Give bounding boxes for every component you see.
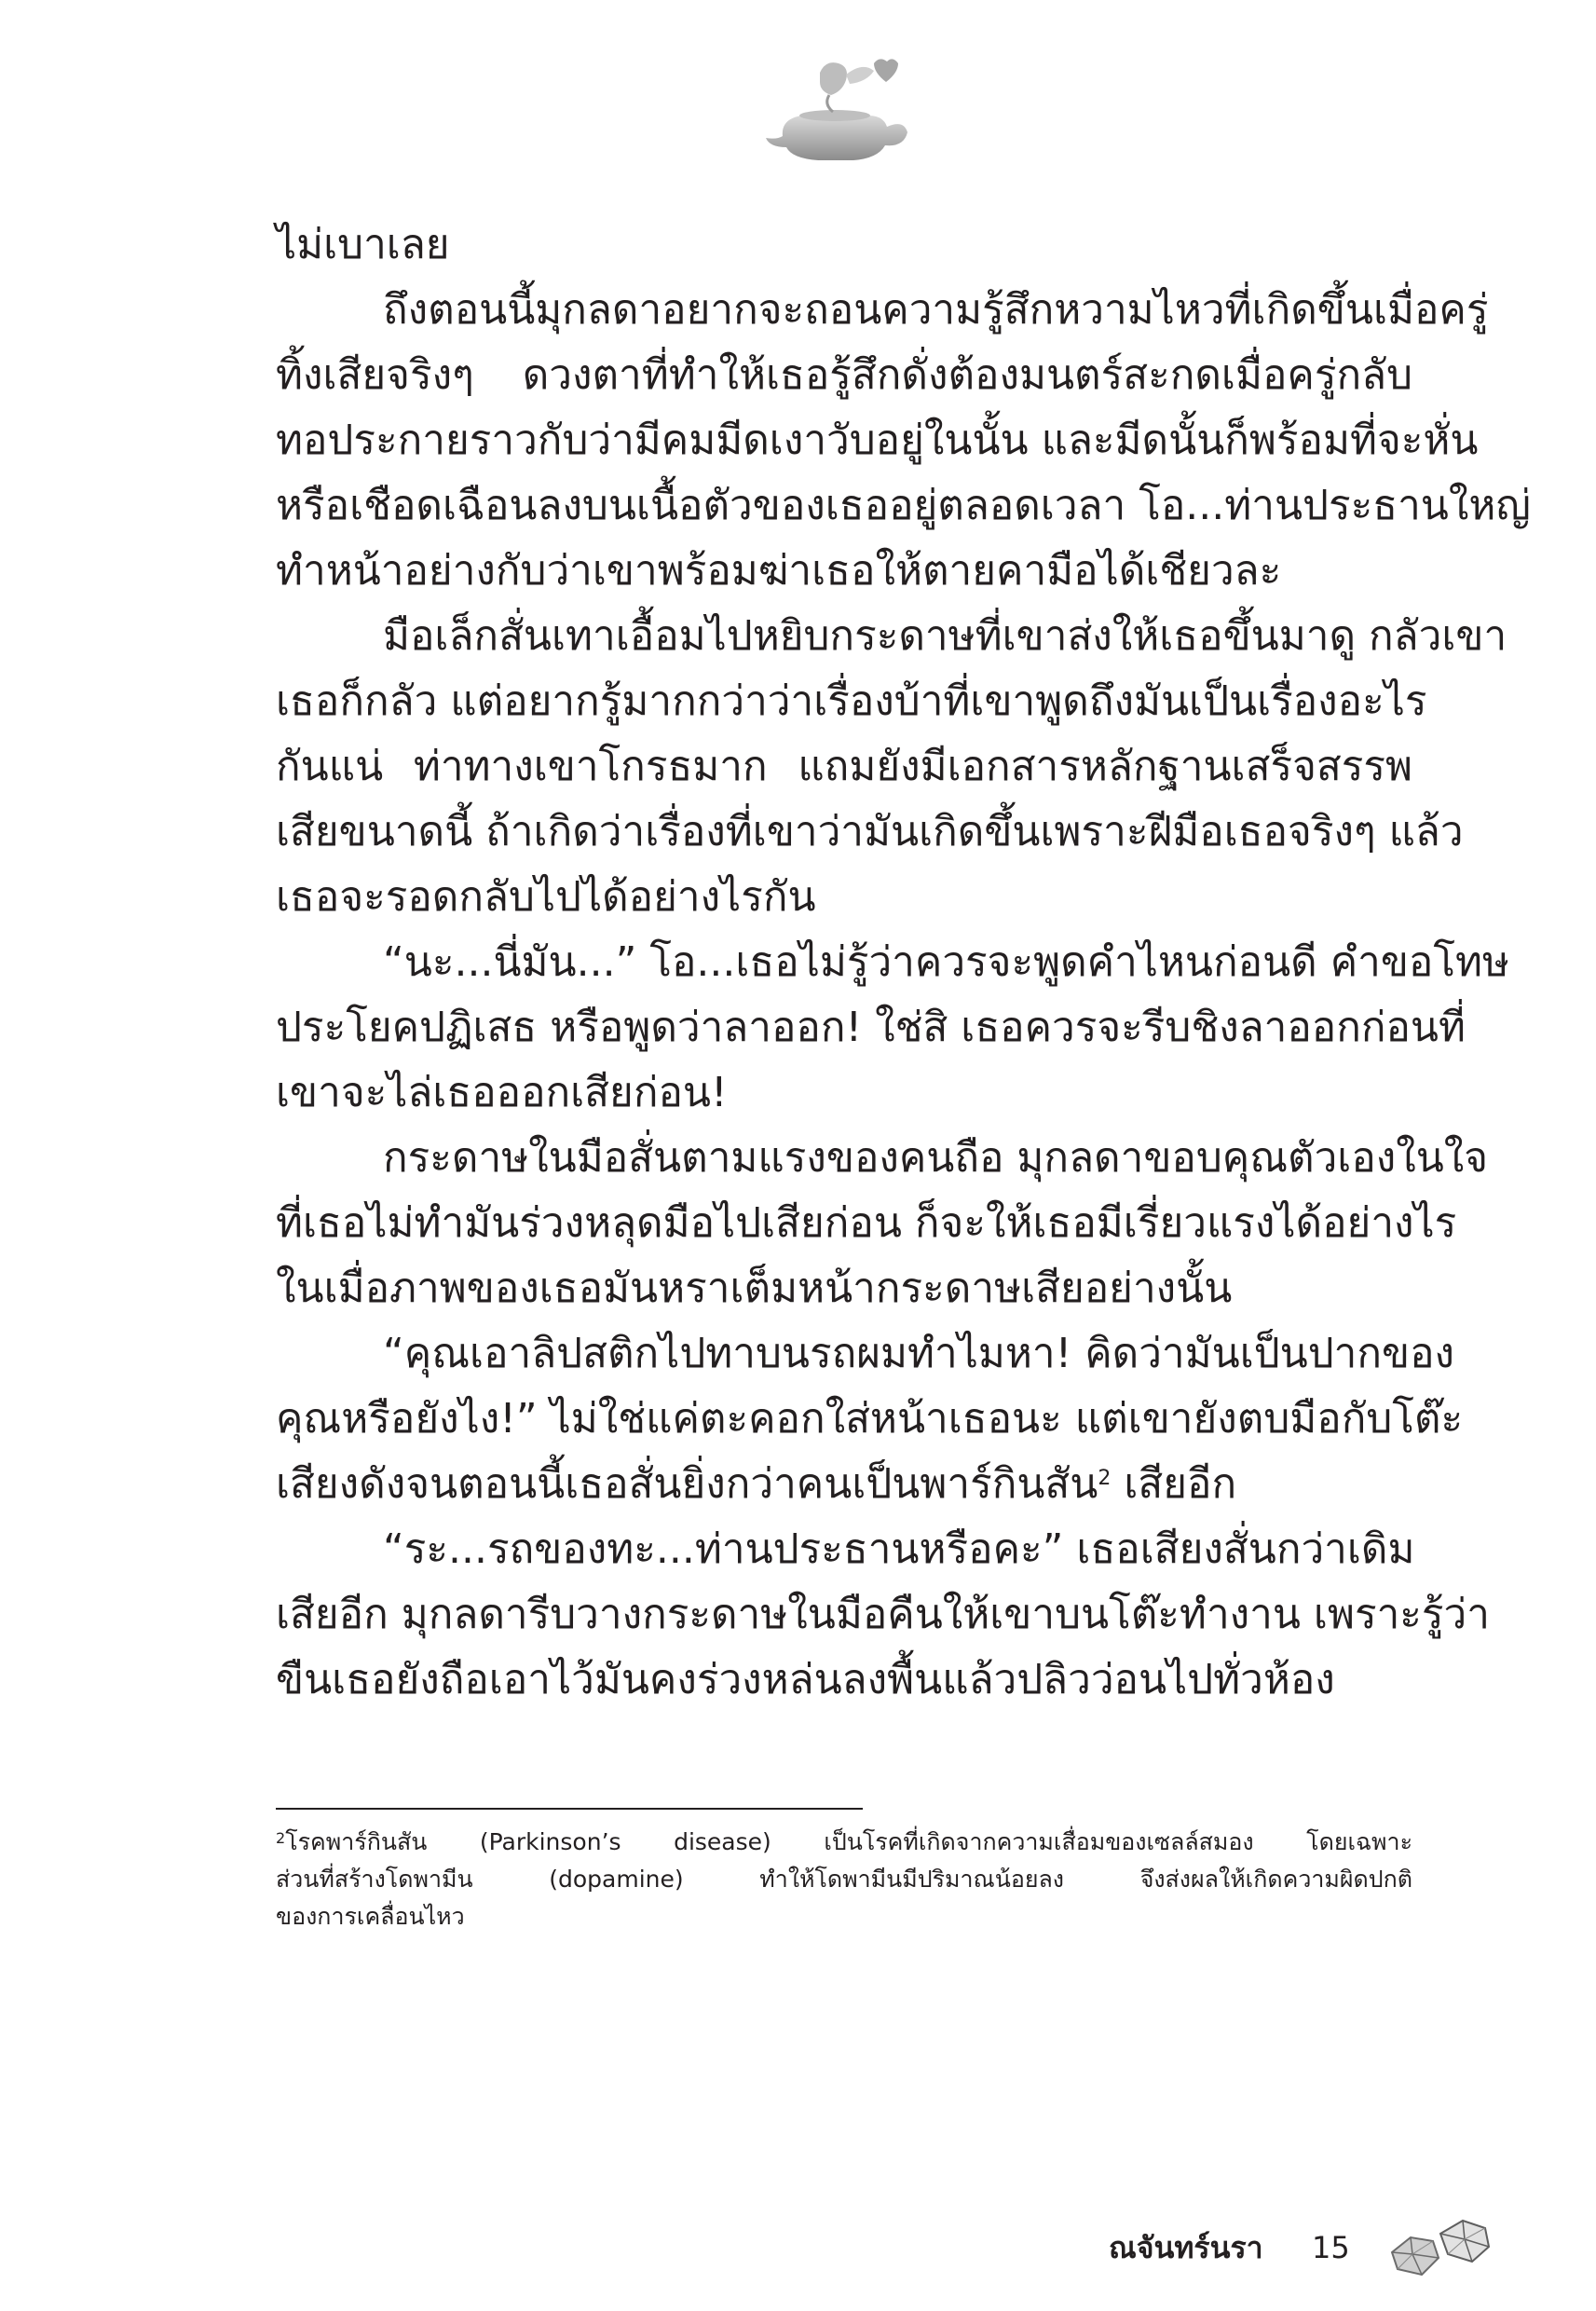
body-line: ถึงตอนนี้มุกลดาอยากจะถอนความรู้สึกหวามไหวที่เกิดขึ้นเมื่อครู่ bbox=[383, 286, 1489, 334]
page-number: 15 bbox=[1312, 2230, 1350, 2265]
body-line-text: เสียอีก bbox=[1111, 1460, 1237, 1508]
footnote-text: โรคพาร์กินสัน (Parkinson’s disease) เป็นโรคที่เกิดจากความเสื่อมของเซลล์สมอง โดยเฉพาะ bbox=[285, 1828, 1412, 1855]
footnote-line bbox=[276, 1824, 1412, 1861]
body-line: “คุณเอาลิปสติกไปทาบนรถผมทำไมหา! คิดว่ามันเป็นปากของ bbox=[383, 1330, 1455, 1377]
body-line: หรือเชือดเฉือนลงบนเนื้อตัวของเธออยู่ตลอดเวลา โอ...ท่านประธานใหญ่ bbox=[276, 482, 1531, 529]
body-line: กันแน่ ท่าทางเขาโกรธมาก แถมยังมีเอกสารหลักฐานเสร็จสรรพ bbox=[276, 743, 1412, 790]
body-line: เขาจะไล่เธอออกเสียก่อน! bbox=[276, 1069, 728, 1116]
body-line: ขืนเธอยังถือเอาไว้มันคงร่วงหล่นลงพื้นแล้วปลิวว่อนไปทั่วห้อง bbox=[276, 1656, 1335, 1703]
footnote-number: 2 bbox=[276, 1829, 286, 1847]
body-line: ในเมื่อภาพของเธอมันหราเต็มหน้ากระดาษเสียอย่างนั้น bbox=[276, 1265, 1233, 1312]
author-name: ณจันทร์นรา bbox=[1109, 2230, 1263, 2265]
body-line: เสียขนาดนี้ ถ้าเกิดว่าเรื่องที่เขาว่ามันเกิดขึ้นเพราะฝีมือเธอจริงๆ แล้ว bbox=[276, 808, 1464, 855]
body-line: เธอจะรอดกลับไปได้อย่างไรกัน bbox=[276, 873, 816, 921]
cupid-teapot-ornament-icon bbox=[764, 54, 913, 173]
body-line bbox=[276, 1452, 1412, 1517]
footnote-line: ของการเคลื่อนไหว bbox=[276, 1903, 465, 1930]
body-line: ทิ้งเสียจริงๆ ดวงตาที่ทำให้เธอรู้สึกดั่งต้องมนตร์สะกดเมื่อครู่กลับ bbox=[276, 351, 1412, 399]
body-line: ที่เธอไม่ทำมันร่วงหลุดมือไปเสียก่อน ก็จะให้เธอมีเรี่ยวแรงได้อย่างไร bbox=[276, 1199, 1457, 1247]
body-line: มือเล็กสั่นเทาเอื้อมไปหยิบกระดาษที่เขาส่งให้เธอขึ้นมาดู กลัวเขา bbox=[383, 612, 1507, 660]
body-line-text: เสียงดังจนตอนนี้เธอสั่นยิ่งกว่าคนเป็นพาร์กินสัน bbox=[276, 1460, 1098, 1508]
body-line: ไม่เบาเลย bbox=[276, 221, 450, 268]
footnote-line: ส่วนที่สร้างโดพามีน (dopamine) ทำให้โดพามีนมีปริมาณน้อยลง จึงส่งผลให้เกิดความผิดปกติ bbox=[276, 1866, 1412, 1893]
footnote-reference: 2 bbox=[1098, 1467, 1112, 1490]
body-line: คุณหรือยังไง!” ไม่ใช่แค่ตะคอกใส่หน้าเธอนะ แต่เขายังตบมือกับโต๊ะ bbox=[276, 1395, 1464, 1443]
body-line: ประโยคปฏิเสธ หรือพูดว่าลาออก! ใช่สิ เธอควรจะรีบชิงลาออกก่อนที่ bbox=[276, 1004, 1466, 1051]
footnote-divider bbox=[276, 1808, 863, 1810]
body-line: “ระ...รถของทะ...ท่านประธานหรือคะ” เธอเสียงสั่นกว่าเดิม bbox=[383, 1525, 1415, 1573]
diamond-gems-icon bbox=[1385, 2215, 1496, 2280]
body-line: ทำหน้าอย่างกับว่าเขาพร้อมฆ่าเธอให้ตายคามือได้เชียวละ bbox=[276, 547, 1282, 595]
body-line: กระดาษในมือสั่นตามแรงของคนถือ มุกลดาขอบคุณตัวเองในใจ bbox=[383, 1134, 1489, 1182]
body-line: เธอก็กลัว แต่อยากรู้มากกว่าว่าเรื่องบ้าที่เขาพูดถึงมันเป็นเรื่องอะไร bbox=[276, 677, 1427, 725]
body-line: “นะ...นี่มัน...” โอ...เธอไม่รู้ว่าควรจะพูดคำไหนก่อนดี คำขอโทษ bbox=[383, 938, 1509, 986]
body-line: เสียอีก มุกลดารีบวางกระดาษในมือคืนให้เขาบนโต๊ะทำงาน เพราะรู้ว่า bbox=[276, 1591, 1490, 1638]
body-line: ทอประกายราวกับว่ามีคมมีดเงาวับอยู่ในนั้น และมีดนั้นก็พร้อมที่จะหั่น bbox=[276, 417, 1479, 464]
